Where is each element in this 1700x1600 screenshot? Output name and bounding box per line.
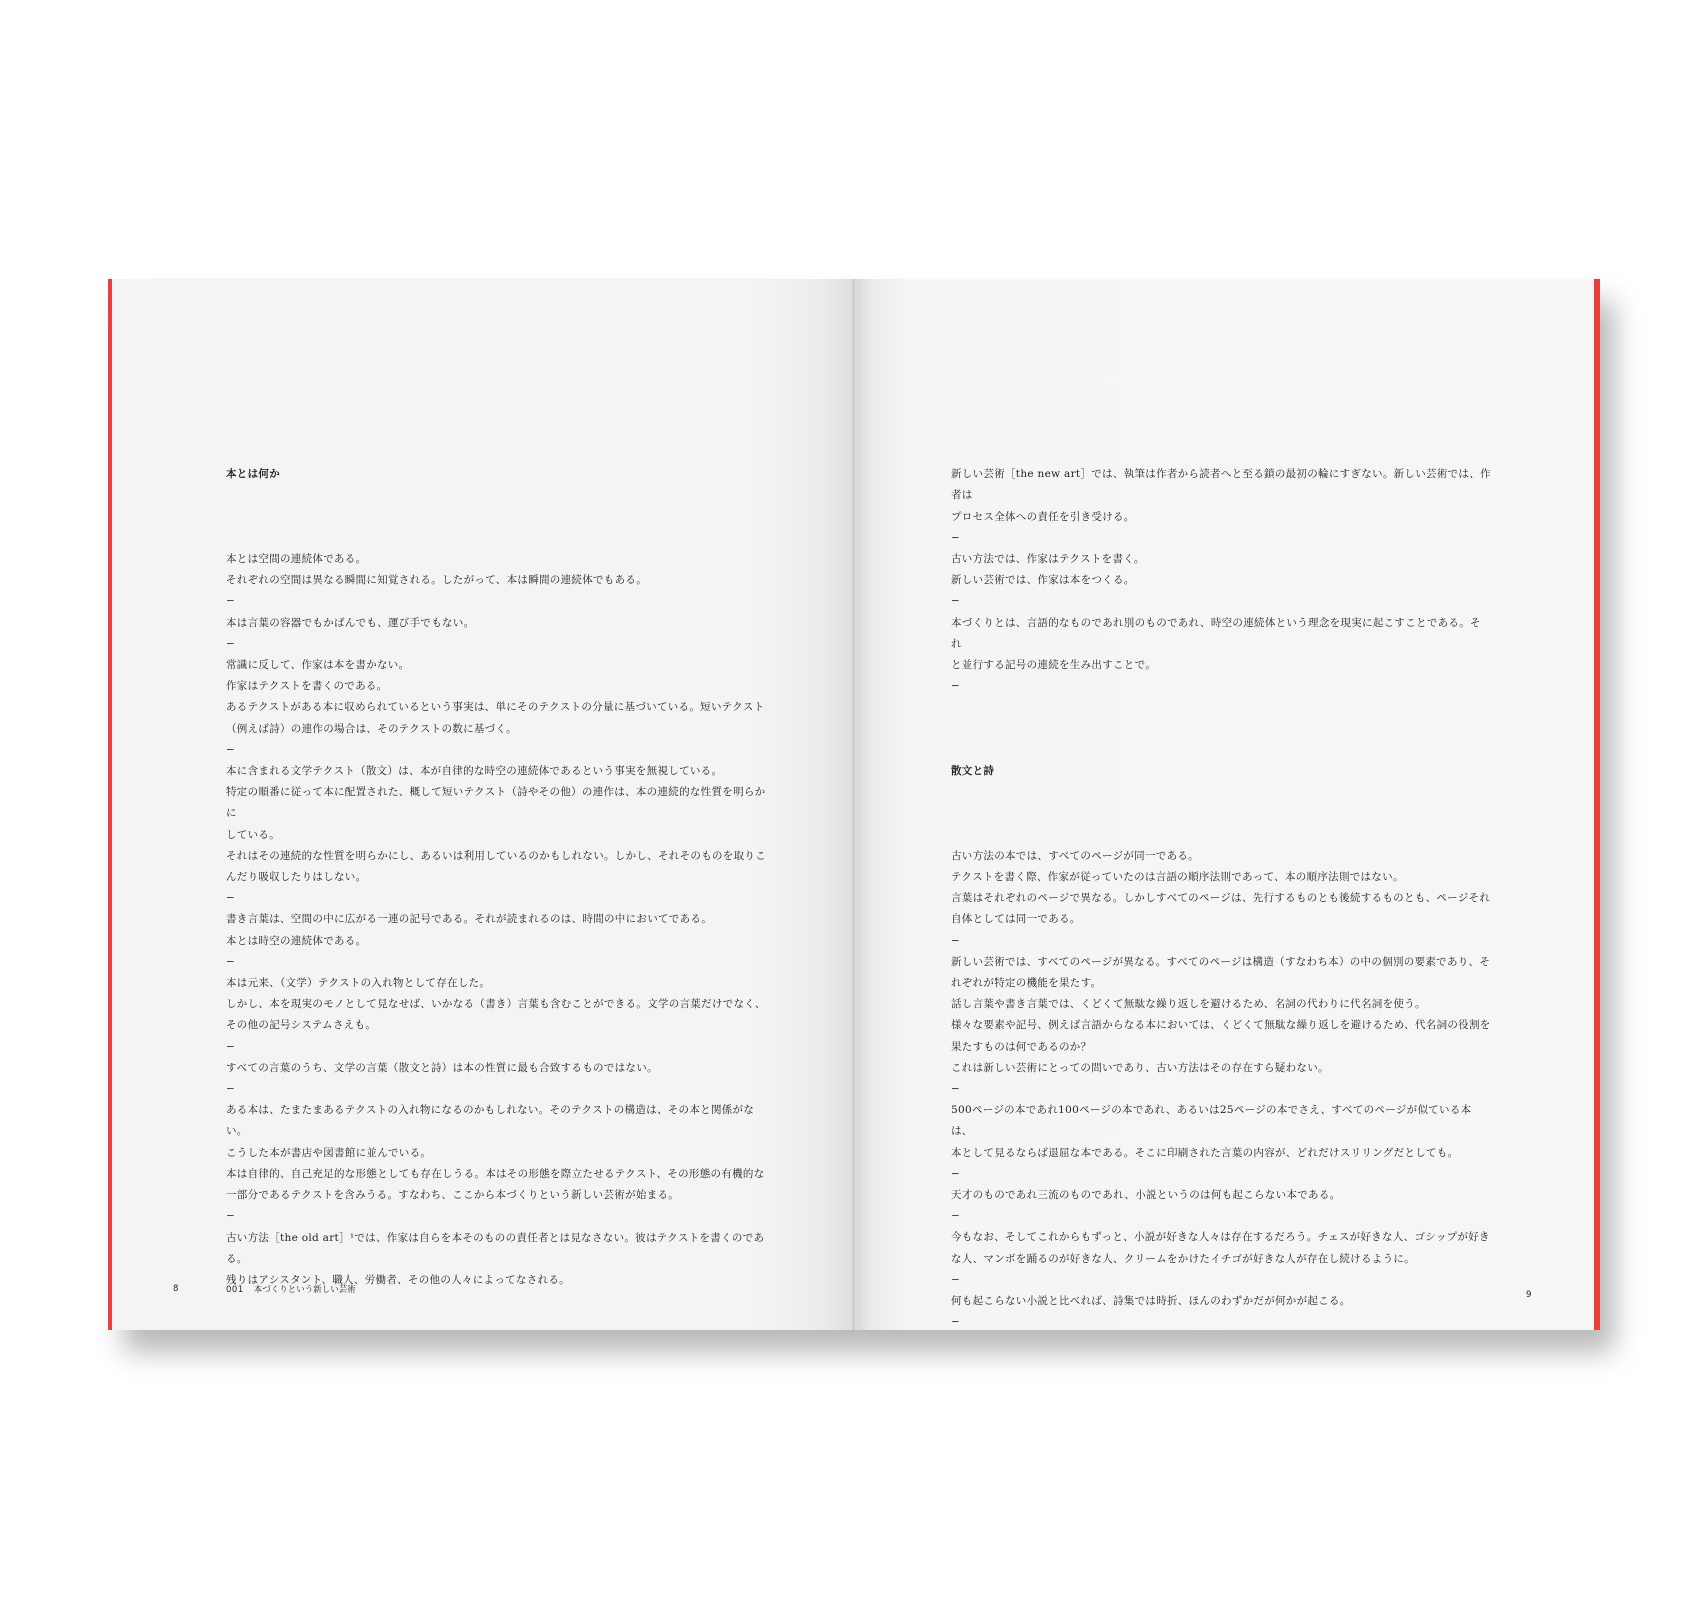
left-page-text xyxy=(226,443,766,1312)
text-line: 果たすものは何であるのか？ xyxy=(951,1040,1092,1053)
text-line: 一部分であるテクストを含みうる。すなわち、ここから本づくりという新しい芸術が始まる。 xyxy=(226,1189,680,1202)
separator-dash: − xyxy=(226,637,236,650)
text-line: ある本は、たまたまあるテクストの入れ物になるのかもしれない。そのテクストの構造は、その本と関係がない。 xyxy=(226,1104,755,1138)
left-body xyxy=(226,549,766,1291)
separator-dash: − xyxy=(226,955,236,968)
section-heading: 本とは何か xyxy=(226,468,280,481)
book-gutter xyxy=(852,279,855,1330)
text-line: 特定の順番に従って本に配置された、概して短いテクスト（詩やその他）の連作は、本の連続的な性質を明らかに xyxy=(226,786,766,820)
page-number-left: 8 xyxy=(173,1284,179,1294)
text-line: 自体としては同一である。 xyxy=(951,913,1081,926)
text-line: 何も起こらない小説と比べれば、詩集では時折、ほんのわずかだが何かが起こる。 xyxy=(951,1295,1351,1308)
left-red-edge xyxy=(108,279,112,1330)
text-line: 今もなお、そしてこれからもずっと、小説が好きな人々は存在するだろう。チェスが好きな人、ゴシップが好き xyxy=(951,1231,1490,1244)
text-line: 本として見るならば退屈な本である。そこに印刷された言葉の内容が、どれだけスリリングだとしても。 xyxy=(951,1146,1459,1159)
separator-dash: − xyxy=(951,1167,961,1180)
separator-dash: − xyxy=(226,1040,236,1053)
text-line: な人、マンボを踊るのが好きな人、クリームをかけたイチゴが好きな人が存在し続けるように。 xyxy=(951,1252,1415,1265)
text-line: している。 xyxy=(226,828,280,841)
separator-dash: − xyxy=(226,1083,236,1096)
text-line: 新しい芸術［the new art］では、執筆は作者から読者へと至る鎖の最初の輪にすぎない。新しい芸術では、作者は xyxy=(951,468,1491,502)
text-line: 言葉はそれぞれのページで異なる。しかしすべてのページは、先行するものとも後続するものとも、ページそれ xyxy=(951,892,1491,905)
text-line: 天才のものであれ三流のものであれ、小説というのは何も起こらない本である。 xyxy=(951,1189,1341,1202)
separator-dash: − xyxy=(951,1083,961,1096)
separator-dash: − xyxy=(226,743,236,756)
text-line: すべての言葉のうち、文学の言葉（散文と詩）は本の性質に最も合致するものではない。 xyxy=(226,1061,658,1074)
text-line: こうした本が書店や図書館に並んでいる。 xyxy=(226,1146,432,1159)
right-body-top xyxy=(951,464,1491,697)
text-line: 新しい芸術では、作家は本をつくる。 xyxy=(951,574,1135,587)
text-line: 新しい芸術では、すべてのページが異なる。すべてのページは構造（すなわち本）の中の個別の要素であり、そ xyxy=(951,955,1491,968)
right-body-bottom xyxy=(951,846,1491,1334)
text-line: 書き言葉は、空間の中に広がる一連の記号である。それが読まれるのは、時間の中においてである。 xyxy=(226,913,712,926)
separator-dash: − xyxy=(951,595,961,608)
separator-dash: − xyxy=(951,1273,961,1286)
separator-dash: − xyxy=(951,1316,961,1329)
text-line: あるテクストがある本に収められているという事実は、単にそのテクストの分量に基づいている。短いテクスト xyxy=(226,701,765,714)
running-header xyxy=(226,1283,356,1295)
text-line: 残りはアシスタント、職人、労働者、その他の人々によってなされる。 xyxy=(226,1273,570,1286)
separator-dash: − xyxy=(951,934,961,947)
text-line: 作家はテクストを書くのである。 xyxy=(226,680,388,693)
text-line: 本は自律的、自己充足的な形態としても存在しうる。本はその形態を際立たせるテクスト、その形態の有機的な xyxy=(226,1167,765,1180)
text-line: しかし、本を現実のモノとして見なせば、いかなる（書き）言葉も含むことができる。文学の言葉だけでなく、 xyxy=(226,998,766,1011)
page-number-right: 9 xyxy=(1526,1290,1532,1300)
separator-dash: − xyxy=(951,680,961,693)
text-line: （例えば詩）の連作の場合は、そのテクストの数に基づく。 xyxy=(226,722,517,735)
spacer xyxy=(226,507,766,528)
text-line: それぞれの空間は異なる瞬間に知覚される。したがって、本は瞬間の連続体でもある。 xyxy=(226,574,647,587)
text-line: と並行する記号の連続を生み出すことで。 xyxy=(951,659,1156,672)
text-line: 本に含まれる文学テクスト（散文）は、本が自律的な時空の連続体であるという事実を無視している。 xyxy=(226,765,723,778)
text-line: 話し言葉や書き言葉では、くどくて無駄な繰り返しを避けるため、名詞の代わりに代名詞を使う。 xyxy=(951,998,1426,1011)
text-line: 本とは時空の連続体である。 xyxy=(226,934,367,947)
text-line: 様々な要素や記号、例えば言語からなる本においては、くどくて無駄な繰り返しを避けるため、代名詞の役割を xyxy=(951,1019,1491,1032)
right-red-edge xyxy=(1594,279,1600,1330)
text-line: れぞれが特定の機能を果たす。 xyxy=(951,977,1102,990)
text-line: 常識に反して、作家は本を書かない。 xyxy=(226,659,410,672)
chapter-number: 001 xyxy=(226,1285,244,1295)
text-line: 本は言葉の容器でもかばんでも、運び手でもない。 xyxy=(226,616,475,629)
text-line: その他の記号システムさえも。 xyxy=(226,1019,377,1032)
text-line: それはその連続的な性質を明らかにし、あるいは利用しているのかもしれない。しかし、それそのものを取りこ xyxy=(226,849,766,862)
text-line: 本は元来、（文学）テクストの入れ物として存在した。 xyxy=(226,977,491,990)
separator-dash: − xyxy=(226,892,236,905)
right-page-text xyxy=(951,443,1491,1355)
spacer xyxy=(951,803,1491,824)
separator-dash: − xyxy=(951,1210,961,1223)
separator-dash: − xyxy=(951,531,961,544)
text-line: 古い方法［the old art］¹では、作家は自らを本そのものの責任者とは見なさない。彼はテクストを書くのである。 xyxy=(226,1231,765,1265)
text-line: んだり吸収したりはしない。 xyxy=(226,871,367,884)
text-line: 本づくりとは、言語的なものであれ別のものであれ、時空の連続体という理念を現実に起こすことである。それ xyxy=(951,616,1481,650)
text-line: これは新しい芸術にとっての問いであり、古い方法はその存在すら疑わない。 xyxy=(951,1061,1329,1074)
text-line: プロセス全体への責任を引き受ける。 xyxy=(951,510,1135,523)
text-line: 古い方法では、作家はテクストを書く。 xyxy=(951,553,1145,566)
section-heading: 散文と詩 xyxy=(951,765,995,778)
chapter-title: 本づくりという新しい芸術 xyxy=(253,1285,356,1295)
spacer xyxy=(951,719,1491,740)
text-line: テクストを書く際、作家が従っていたのは言語の順序法則であって、本の順序法則ではない。 xyxy=(951,871,1404,884)
separator-dash: − xyxy=(226,595,236,608)
separator-dash: − xyxy=(226,1210,236,1223)
text-line: 500ページの本であれ100ページの本であれ、あるいは25ページの本でさえ、すべてのページが似ている本は、 xyxy=(951,1104,1472,1138)
text-line: 本とは空間の連続体である。 xyxy=(226,553,367,565)
text-line: 古い方法の本では、すべてのページが同一である。 xyxy=(951,849,1199,862)
